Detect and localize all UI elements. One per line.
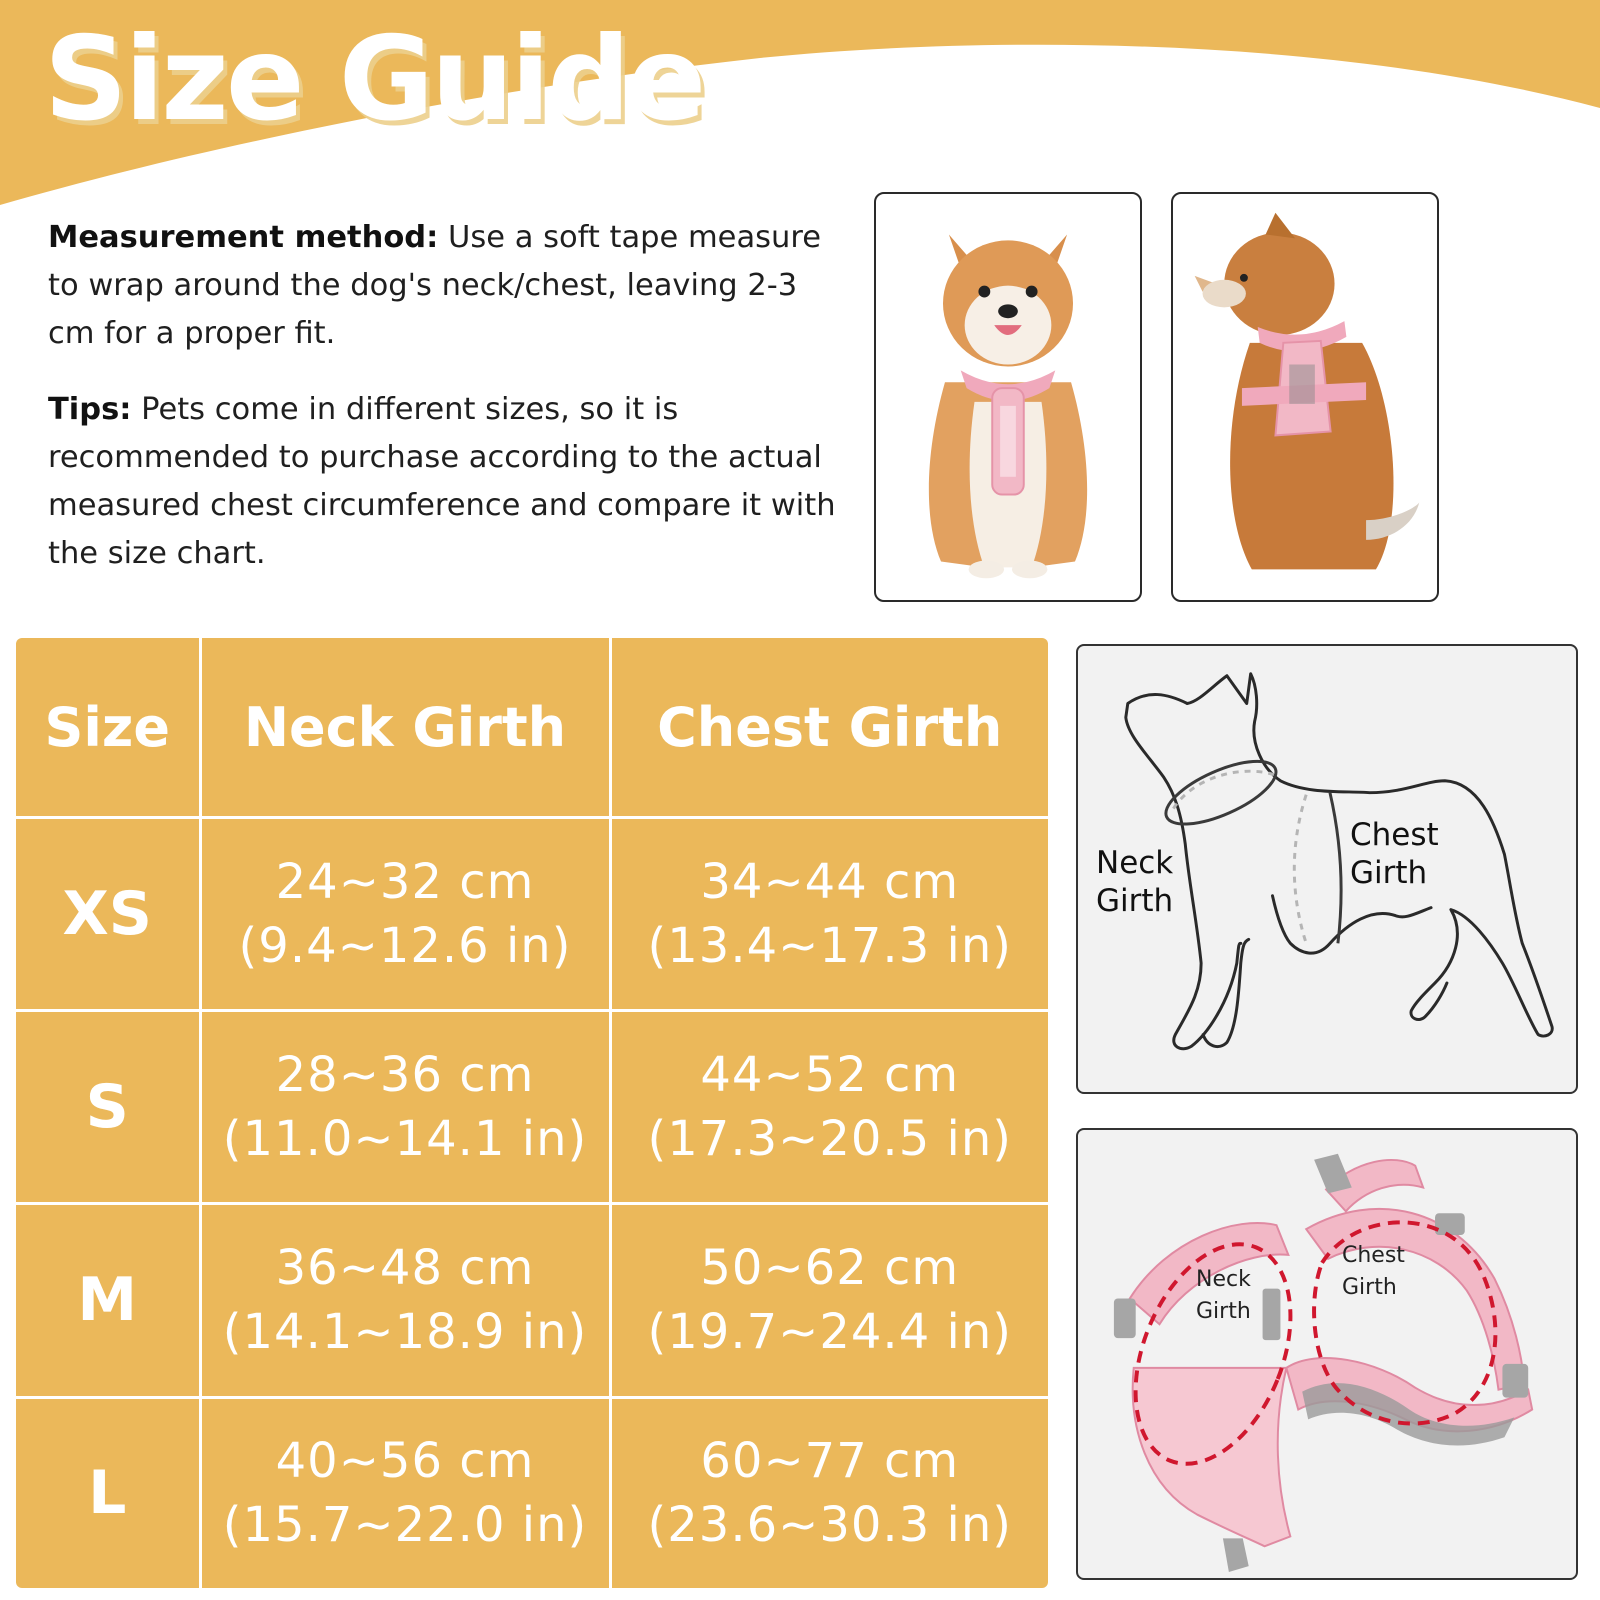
neck-girth-cell [200, 1011, 610, 1204]
measurement-method-text: Use a soft tape measure to wrap around the dog's neck/chest, leaving 2-3 cm for a proper fit. [48, 220, 821, 351]
measurement-method-label: Measurement method: [48, 220, 439, 255]
chest-girth-in: (19.7~24.4 in) [647, 1304, 1012, 1361]
harness-neck-girth-label [1196, 1264, 1251, 1328]
neck-girth-cell [200, 1397, 610, 1588]
size-cell-m: M [16, 1204, 200, 1397]
neck-girth-in: (15.7~22.0 in) [222, 1497, 588, 1554]
size-cell-s: S [16, 1011, 200, 1204]
chest-girth-cm: 44~52 cm [700, 1047, 960, 1104]
harness-chest-girth-label [1342, 1240, 1405, 1304]
dog-outline-diagram [1076, 644, 1578, 1094]
chest-girth-cell [610, 1397, 1048, 1588]
chest-girth-cm: 34~44 cm [700, 854, 960, 911]
neck-girth-cm: 36~48 cm [275, 1240, 535, 1297]
neck-girth-cell [200, 818, 610, 1011]
header-neck-girth: Neck Girth [200, 638, 610, 818]
chest-girth-in: (17.3~20.5 in) [647, 1111, 1012, 1168]
table-row [16, 818, 1048, 1011]
neck-girth-cm: 28~36 cm [275, 1047, 535, 1104]
harness-chest-label-line1: Chest [1342, 1243, 1405, 1268]
neck-girth-in: (9.4~12.6 in) [238, 918, 572, 975]
dog-neck-girth-label [1096, 844, 1173, 920]
tips-label: Tips: [48, 392, 132, 427]
header-chest-girth: Chest Girth [610, 638, 1048, 818]
harness-chest-label-line2: Girth [1342, 1275, 1397, 1300]
harness-neck-label-line1: Neck [1196, 1267, 1251, 1292]
chest-girth-cell [610, 1011, 1048, 1204]
table-row [16, 1397, 1048, 1588]
chest-label-line1: Chest [1350, 817, 1439, 853]
neck-label-line1: Neck [1096, 845, 1174, 881]
harness-neck-label-line2: Girth [1196, 1299, 1251, 1324]
table-header-row [16, 638, 1048, 818]
shiba-front-illustration [876, 194, 1140, 600]
dog-chest-girth-label [1350, 816, 1439, 892]
size-cell-l: L [16, 1397, 200, 1588]
neck-girth-in: (11.0~14.1 in) [222, 1111, 588, 1168]
page-title: Size Guide [44, 12, 704, 147]
chest-girth-cm: 60~77 cm [700, 1433, 960, 1490]
shiba-side-illustration [1173, 194, 1437, 600]
neck-girth-cell [200, 1204, 610, 1397]
measurement-method-paragraph [48, 214, 838, 358]
tips-paragraph [48, 386, 838, 578]
chest-girth-in: (23.6~30.3 in) [647, 1497, 1012, 1554]
chest-girth-cell [610, 818, 1048, 1011]
chest-girth-cell [610, 1204, 1048, 1397]
harness-diagram [1076, 1128, 1578, 1580]
chest-label-line2: Girth [1350, 855, 1428, 891]
dog-front-photo [874, 192, 1142, 602]
header-size: Size [16, 638, 200, 818]
neck-girth-in: (14.1~18.9 in) [222, 1304, 588, 1361]
harness-illustration [1078, 1130, 1576, 1578]
neck-label-line2: Girth [1096, 883, 1174, 919]
dog-side-photo [1171, 192, 1439, 602]
table-row [16, 1204, 1048, 1397]
neck-girth-cm: 24~32 cm [275, 854, 535, 911]
size-cell-xs: XS [16, 818, 200, 1011]
table-row [16, 1011, 1048, 1204]
chest-girth-in: (13.4~17.3 in) [647, 918, 1012, 975]
tips-text: Pets come in different sizes, so it is recommended to purchase according to the actual measured chest circumference and compare it with the size chart. [48, 392, 836, 571]
neck-girth-cm: 40~56 cm [275, 1433, 535, 1490]
chest-girth-cm: 50~62 cm [700, 1240, 960, 1297]
size-chart-table [16, 638, 1048, 1588]
